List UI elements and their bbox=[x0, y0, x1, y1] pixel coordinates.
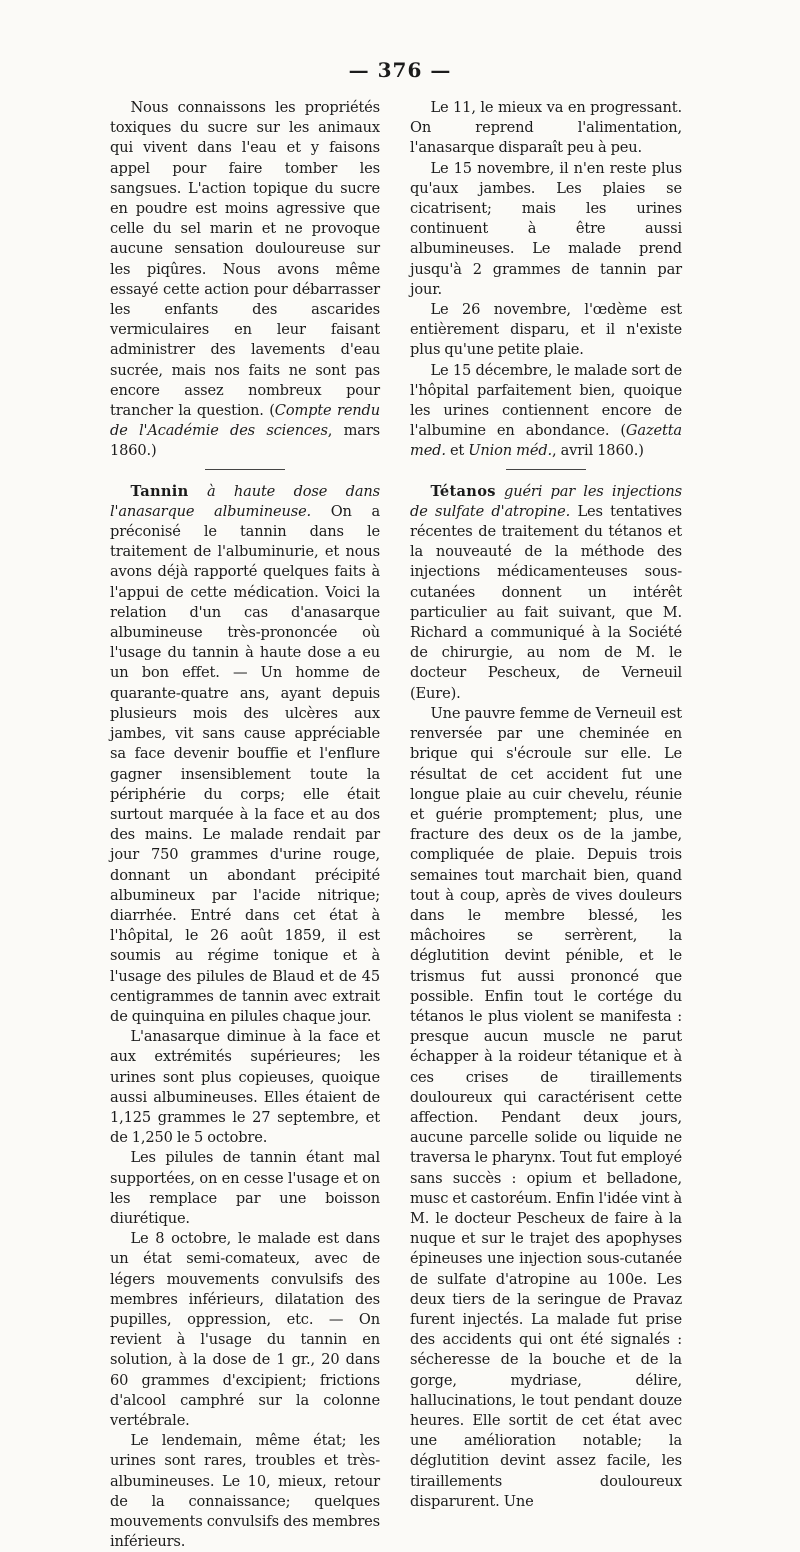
paragraph-tannin bbox=[110, 482, 380, 1027]
paragraph-sugar bbox=[110, 98, 380, 462]
citation-connector: et bbox=[445, 442, 469, 460]
section-heading-tannin: Tannin bbox=[130, 482, 189, 500]
paragraph-15-novembre: Le 15 novembre, il n'en reste plus qu'aux jambes. Les plaies se cicatrisent; mais les urines continuent à être aussi albumineuses. Le malade prend jusqu'à 2 grammes de tannin par jour. bbox=[410, 159, 682, 298]
citation-union: Union méd. bbox=[468, 442, 552, 460]
paragraph-tetanos-text: Les tentatives récentes de traitement du tétanos et la nouveauté de la méthode des injections médicamenteuses sous-cutanées donnent un intérêt particulier au fait suivant, que M. Richard a communiqué à la Société de chirurgie, au nom de M. le docteur Pescheux, de Verneuil (Eure). bbox=[410, 502, 682, 702]
paragraph-lendemain: Le lendemain, même état; les urines sont rares, troubles et très-albumineuses. Le 10, mieux, retour de la connaissance; quelques mouvements convulsifs des membres inférieurs. bbox=[110, 1432, 380, 1551]
paragraph-tetanos bbox=[410, 482, 682, 704]
section-title-tannin: à haute dose dans l'anasarque albumineuse. bbox=[110, 482, 380, 520]
paragraph-verneuil: Une pauvre femme de Verneuil est renversée par une cheminée en brique qui s'écroule sur elle. Le résultat de cet accident fut une longue plaie au cuir chevelu, réunie et guérie promptement; plus, une fracture des deux os de la jambe, compliquée de plaie. Depuis trois semaines tout marchait bien, quand tout à coup, après de vives douleurs dans le membre blessé, les mâchoires se serrèrent, la déglutition devint pénible, et le trismus fut aussi prononcé que possible. Enfin tout le cortége du tétanos le plus violent se manifesta : presque aucun muscle ne parut échapper à la roideur tétanique et à ces crises de tiraillements douloureux qui caractérisent cette affection. Pendant deux jours, aucune parcelle solide ou liquide ne traversa le pharynx. Tout fut employé sans succès : opium et belladone, musc et castoréum. Enfin l'idée vint à M. le docteur Pescheux de faire à la nuque et sur le trajet des apophyses épineuses une injection sous-cutanée de sulfate d'atropine au 100e. Les deux tiers de la seringue de Pravaz furent injectés. La malade fut prise des accidents qui ont été signalés : sécheresse de la bouche et de la gorge, mydriase, délire, hallucinations, le tout pendant douze heures. Elle sortit de cet état avec une amélioration notable; la déglutition devint assez facile, les tiraillements douloureux disparurent. Une bbox=[410, 704, 682, 1510]
paragraph-26-novembre: Le 26 novembre, l'œdème est entièrement disparu, et il n'existe plus qu'une petite plaie. bbox=[410, 301, 682, 359]
citation-date: , mars 1860.) bbox=[110, 422, 380, 460]
paragraph-tannin-text: On a préconisé le tannin dans le traitement de l'albuminurie, et nous avons déjà rapporté quelques faits à l'appui de cette médication. Voici la relation d'un cas d'anasarque albumineuse très-prononcée où l'usage du tannin à haute dose a eu un bon effet. — Un homme de quarante-quatre ans, ayant depuis plusieurs mois des ulcères aux jambes, vit sans cause appréciable sa face devenir bouffie et l'enflure gagner insensiblement toute la périphérie du corps; elle était surtout marquée à la face et au dos des mains. Le malade rendait par jour 750 grammes d'urine rouge, donnant un abondant précipité albumineux par l'acide nitrique; diarrhée. Entré dans cet état à l'hôpital, le 26 août 1859, il est soumis au régime tonique et à l'usage des pilules de Blaud et de 45 centigrammes de tannin avec extrait de quinquina en pilules chaque jour. bbox=[110, 502, 381, 1025]
left-column bbox=[110, 98, 380, 1552]
paragraph-8-octobre: Le 8 octobre, le malade est dans un état semi-comateux, avec de légers mouvements convulsifs des membres inférieurs, dilatation des pupilles, oppression, etc. — On revient à l'usage du tannin en solution, à la dose de 1 gr., 20 dans 60 grammes d'excipient; frictions d'alcool camphré sur la colonne vertébrale. bbox=[110, 1230, 380, 1429]
page-number: — 376 — bbox=[348, 58, 452, 82]
section-title-tetanos: guéri par les injections de sulfate d'atropine. bbox=[410, 482, 682, 520]
paragraph-anasarque: L'anasarque diminue à la face et aux extrémités supérieures; les urines sont plus copieuses, quoique aussi albumineuses. Elles étaient de 1,125 grammes le 27 septembre, et de 1,250 le 5 octobre. bbox=[110, 1028, 380, 1147]
paragraph-15-decembre bbox=[410, 361, 682, 462]
paragraph-15-decembre-text: Le 15 décembre, le malade sort de l'hôpital parfaitement bien, quoique les urines contiennent encore de l'albumine en abondance. ( bbox=[410, 361, 682, 440]
paragraph-sugar-text: Nous connaissons les propriétés toxiques du sucre sur les animaux qui vivent dans l'eau et y faisons appel pour faire tomber les sangsues. L'action topique du sucre en poudre est moins agressive que celle du sel marin et ne provoque aucune sensation douloureuse sur les piqûres. Nous avons même essayé cette action pour débarrasser les enfants des ascarides vermiculaires en leur faisant administrer des lavements d'eau sucrée, mais nos faits ne sont pas encore assez nombreux pour trancher la question. ( bbox=[110, 99, 380, 420]
citation-date-2: , avril 1860.) bbox=[552, 442, 644, 460]
paragraph-11: Le 11, le mieux va en progressant. On reprend l'alimentation, l'anasarque disparaît peu à peu. bbox=[410, 99, 682, 157]
citation-academie: Compte rendu de l'Académie des sciences bbox=[110, 402, 380, 440]
paragraph-pilules: Les pilules de tannin étant mal supportées, on en cesse l'usage et on les remplace par une boisson diurétique. bbox=[110, 1149, 380, 1227]
section-heading-tetanos: Tétanos bbox=[430, 482, 496, 500]
section-divider-2 bbox=[506, 469, 586, 470]
citation-gazetta: Gazetta med. bbox=[410, 422, 682, 460]
right-column bbox=[410, 98, 682, 1512]
section-divider bbox=[205, 469, 285, 470]
